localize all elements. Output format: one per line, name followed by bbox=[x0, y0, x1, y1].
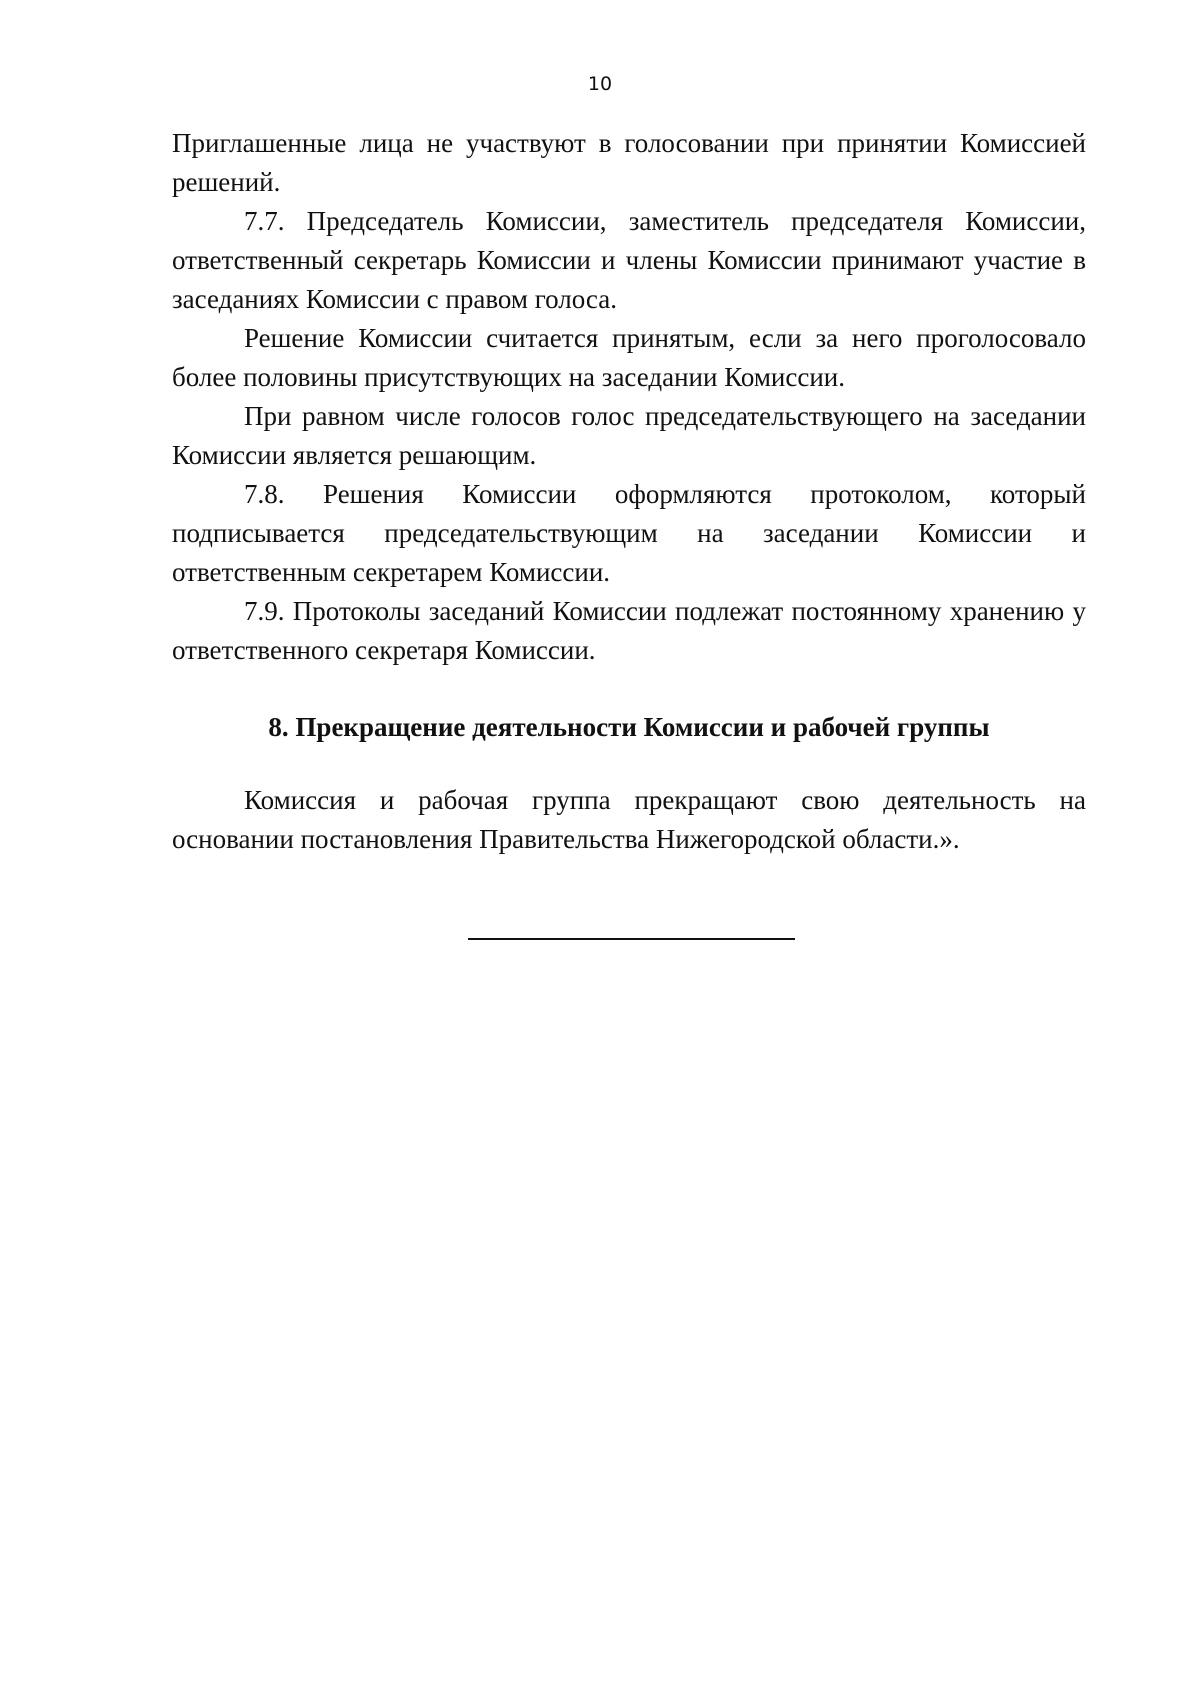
document-body bbox=[172, 124, 1086, 859]
section-8-heading: 8. Прекращение деятельности Комиссии и рабочей группы bbox=[268, 712, 990, 742]
paragraph-decision-adopted: Решение Комиссии считается принятым, если за него проголосовало более половины присутствующих на заседании Комиссии. bbox=[172, 323, 1086, 392]
end-of-document-rule bbox=[468, 938, 795, 940]
page-number: 10 bbox=[587, 73, 613, 95]
paragraph-7-9: 7.9. Протоколы заседаний Комиссии подлежат постоянному хранению у ответственного секретаря Комиссии. bbox=[172, 596, 1086, 665]
paragraph-7-8: 7.8. Решения Комиссии оформляются протоколом, который подписывается председательствующим на заседании Комиссии и ответственным секретарем Комиссии. bbox=[172, 479, 1086, 587]
paragraph-invited-persons: Приглашенные лица не участвуют в голосовании при принятии Комиссией решений. bbox=[172, 128, 1086, 197]
paragraph-termination: Комиссия и рабочая группа прекращают свою деятельность на основании постановления Правительства Нижегородской области.». bbox=[172, 785, 1086, 854]
paragraph-7-7: 7.7. Председатель Комиссии, заместитель председателя Комиссии, ответственный секретарь Комиссии и члены Комиссии принимают участие в заседаниях Комиссии с правом голоса. bbox=[172, 206, 1086, 314]
paragraph-equal-votes: При равном числе голосов голос председательствующего на заседании Комиссии является решающим. bbox=[172, 401, 1086, 470]
